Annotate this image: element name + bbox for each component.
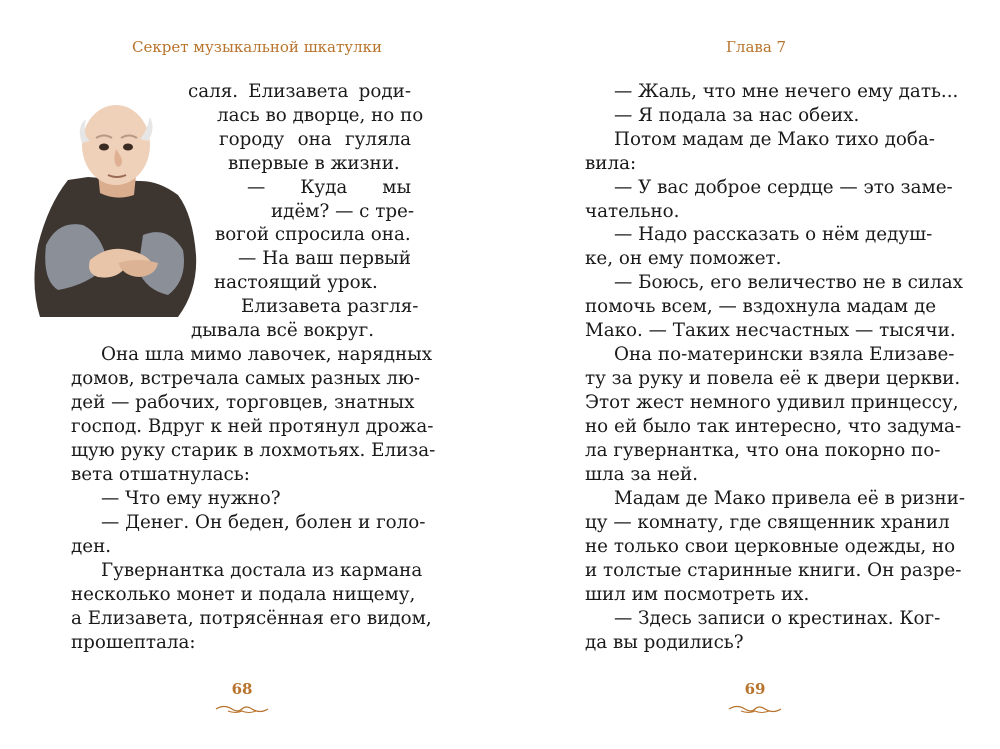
text-line: Потом мадам де Мако тихо доба- (614, 129, 935, 150)
text-line: дывала всё вокруг. (191, 320, 375, 341)
text-line: Мадам де Мако привела её в ризни- (614, 488, 966, 509)
text-line: чательно. (585, 201, 680, 222)
text-line: ден. (71, 536, 112, 557)
text-line: лась во дворце, но по (217, 105, 424, 126)
text-line: — Жаль, что мне нечего ему дать... (614, 81, 959, 102)
text-line: — Здесь записи о крестинах. Ког- (614, 608, 941, 629)
text-line: да вы родились? (585, 632, 744, 653)
text-line: саля. Елизавета роди- (188, 81, 411, 102)
text-line: шил им посмотреть их. (585, 584, 810, 605)
text-line: шла за ней. (585, 464, 698, 485)
text-line: Гувернантка достала из кармана (101, 560, 423, 581)
text-line: но ей было так интересно, что задума- (585, 416, 962, 437)
text-line: щую руку старик в лохмотьях. Елиза- (71, 440, 436, 461)
text-line: не только свои церковные одежды, но (585, 536, 956, 557)
text-line: и толстые старинные книги. Он разре- (585, 560, 962, 581)
text-line: — Куда мы (247, 177, 411, 198)
text-line: цу — комнату, где священник хранил (585, 512, 950, 533)
text-line: настоящий урок. (214, 272, 378, 293)
text-line: — Денег. Он беден, болен и голо- (101, 512, 426, 533)
text-line: господ. Вдруг к ней протянул дрожа- (71, 416, 434, 437)
text-line: Она шла мимо лавочек, нарядных (101, 344, 433, 365)
text-line: Она по-матерински взяла Елизаве- (614, 344, 955, 365)
text-line: — Надо рассказать о нём дедуш- (614, 224, 933, 245)
chapter-header: Глава 7 (726, 38, 787, 56)
text-line: идём? — с тре- (271, 201, 415, 222)
old-beggar-illustration (28, 85, 208, 325)
book-title-header: Секрет музыкальной шкатулки (132, 38, 382, 56)
text-line: прошептала: (71, 632, 196, 653)
text-line: — Боюсь, его величество не в силах (614, 272, 963, 293)
text-line: вила: (585, 153, 637, 174)
text-line: — У вас доброе сердце — это заме- (614, 177, 953, 198)
text-line: домов, встречала самых разных лю- (71, 368, 421, 389)
text-line: ла гувернантка, что она покорно по- (585, 440, 941, 461)
text-line: — Что ему нужно? (101, 488, 281, 509)
page-number-right: 69 (744, 680, 766, 698)
text-line: Этот жест немного удивил принцессу, (585, 392, 959, 413)
text-line: помочь всем, — вздохнула мадам де (585, 296, 937, 317)
text-line: — Я подала за нас обеих. (614, 105, 860, 126)
text-line: городу она гуляла (219, 129, 411, 150)
page-number-left: 68 (231, 680, 253, 698)
text-line: ке, он ему поможет. (585, 248, 782, 269)
text-line: Елизавета разгля- (241, 296, 419, 317)
text-line: а Елизавета, потрясённая его видом, (71, 608, 432, 629)
text-line: впервые в жизни. (228, 153, 400, 174)
text-line: ту за руку и повела её к двери церкви. (585, 368, 961, 389)
text-line: вогой спросила она. (215, 224, 411, 245)
text-line: вета отшатнулась: (71, 464, 250, 485)
flourish-ornament-icon (214, 703, 270, 715)
text-line: — На ваш первый (238, 248, 411, 269)
text-line: Мако. — Таких несчастных — тысячи. (585, 320, 956, 341)
text-line: дей — рабочих, торговцев, знатных (71, 392, 415, 413)
flourish-ornament-icon (727, 703, 783, 715)
text-line: несколько монет и подала нищему, (71, 584, 416, 605)
